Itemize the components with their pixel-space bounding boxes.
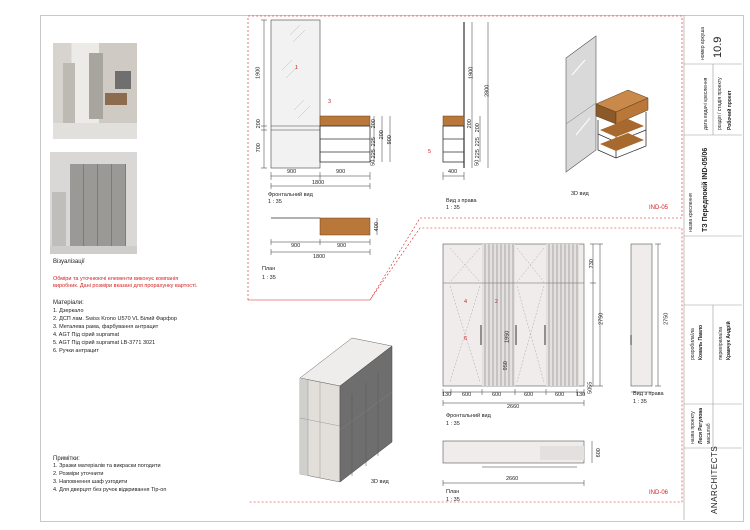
ind05-front-r1: 200 bbox=[370, 119, 377, 129]
ind06-h-mid: 1950 bbox=[504, 330, 511, 343]
ind05-plan bbox=[271, 218, 370, 235]
ind06-3d-label: 3D вид bbox=[371, 479, 389, 485]
ind06-plan-total: 2660 bbox=[506, 476, 519, 482]
ind05-side-depth: 400 bbox=[448, 169, 458, 175]
ind05-front-total: 1800 bbox=[312, 180, 325, 186]
notes-title: Примітки: bbox=[53, 456, 80, 462]
ind06-dim-1: 600 bbox=[462, 392, 472, 398]
materials-item: 4. AGT Під сірий supramat bbox=[53, 332, 120, 338]
tb-sheet-number-label: номер аркуша bbox=[700, 26, 706, 60]
ind05-side-label: Вид з права bbox=[446, 198, 477, 204]
tb-section-label: розділ / стадія проекту bbox=[717, 77, 723, 130]
ind06-marker-1: 4 bbox=[464, 299, 468, 305]
ind05-plan-total: 1800 bbox=[313, 254, 326, 260]
notes-item: 1. Зразки матеріалів та викраски погодити bbox=[53, 463, 161, 469]
title-block-lines bbox=[684, 15, 742, 520]
ind06-h-b2: 50 bbox=[587, 387, 594, 394]
tb-project-label: назва проекту bbox=[690, 411, 696, 444]
visualization-note-line-1: Обміри та уточнюючі елементи виконує компанія bbox=[53, 276, 179, 282]
ind05-front-mirror bbox=[271, 20, 320, 168]
ind06-code: IND-06 bbox=[649, 490, 669, 496]
ind05-3d-mirror bbox=[566, 36, 596, 172]
ind06-marker-2: 2 bbox=[495, 299, 499, 305]
ind05-front-r4: 50 bbox=[370, 159, 377, 166]
company-logo: ANARCHITECTS bbox=[710, 445, 719, 514]
ind06-h-total: 2750 bbox=[598, 312, 605, 325]
ind06-h-b1: 55 bbox=[587, 381, 594, 388]
ind06-front-label: Фронтальний вид bbox=[446, 413, 491, 419]
ind05-front-w2: 900 bbox=[336, 169, 346, 175]
ind05-3d-label: 3D вид bbox=[571, 191, 589, 197]
notes-item: 2. Розміри уточнити bbox=[53, 471, 104, 477]
ind05-front-r3: 225 bbox=[370, 149, 377, 159]
tb-scale-label: масштаб bbox=[706, 423, 712, 444]
ind05-3d-cabinet bbox=[596, 90, 648, 158]
ind05-marker-3: 5 bbox=[428, 149, 432, 155]
ind05-front-r2: 225 bbox=[370, 137, 377, 147]
ind06-front-scale: 1 : 35 bbox=[446, 421, 460, 427]
ind05-front-h2: 200 bbox=[255, 119, 262, 129]
ind05-plan-depth: 400 bbox=[373, 222, 380, 232]
ind06-plan-depth: 600 bbox=[595, 448, 602, 458]
ind06-side-label: Вид з права bbox=[633, 391, 664, 397]
ind06-side-scale: 1 : 35 bbox=[633, 399, 647, 405]
ind05-front-frame bbox=[320, 126, 370, 162]
ind05-side-view bbox=[443, 22, 464, 168]
ind05-plan-w2: 900 bbox=[337, 243, 347, 249]
ind05-front-scale: 1 : 35 bbox=[268, 199, 282, 205]
ind06-marker-3: 6 bbox=[464, 336, 468, 342]
ind06-dim-3: 600 bbox=[524, 392, 534, 398]
notes-item: 3. Наповнення шаф узгодити bbox=[53, 479, 128, 485]
ind05-side-h1: 1900 bbox=[468, 66, 475, 79]
ind06-plan-label: План bbox=[446, 489, 460, 495]
tb-date-label: дата видачі креслення bbox=[703, 77, 709, 130]
ind06-h-low: 950 bbox=[502, 361, 509, 371]
ind05-side-r1: 200 bbox=[474, 123, 481, 133]
tb-section-value: Робочий проект bbox=[727, 90, 733, 130]
tb-project-value: Леся Регулова bbox=[698, 407, 704, 444]
materials-item: 6. Ручки антрацит bbox=[53, 348, 99, 354]
tb-sheet-title: ТЗ Передпокій IND-05/06 bbox=[702, 147, 709, 232]
ind06-plan-scale: 1 : 35 bbox=[446, 497, 460, 503]
tb-developed-label: розробила/ла bbox=[690, 328, 696, 360]
materials-item: 2. ДСП лам. Swiss Krono U570 VL Білий Фарфор bbox=[53, 316, 177, 322]
ind05-side-r3: 225 bbox=[474, 149, 481, 159]
ind06-3d-wardrobe bbox=[300, 338, 392, 482]
tb-checked-value: Кравчук Андрій bbox=[726, 321, 732, 360]
ind05-plan-label: План bbox=[262, 266, 276, 272]
ind05-side-h2: 200 bbox=[466, 119, 473, 129]
ind05-front-r5: 200 bbox=[378, 130, 385, 140]
ind06-h-top: 730 bbox=[588, 259, 595, 269]
materials-item: 3. Металева рама, фарбування антрацит bbox=[53, 324, 159, 330]
ind05-marker-1: 1 bbox=[295, 65, 299, 71]
ind06-dim-4: 600 bbox=[555, 392, 565, 398]
visualization-note-line-2: виробник. Дані розміри вказані для прорахунку вартості. bbox=[53, 283, 198, 289]
ind06-front-view bbox=[443, 244, 584, 386]
ind05-side-r4: 50 bbox=[474, 159, 481, 166]
ind06-front-total: 2660 bbox=[507, 404, 520, 410]
ind05-plan-w1: 900 bbox=[291, 243, 301, 249]
ind05-front-label: Фронтальний вид bbox=[268, 192, 313, 198]
notes-item: 4. Для дверцят без ручок відкривання Tip-on bbox=[53, 487, 167, 493]
tb-sheet-title-label: назва креслення bbox=[688, 193, 694, 232]
ind06-side-view bbox=[631, 244, 652, 386]
ind05-front-w1: 900 bbox=[287, 169, 297, 175]
materials-title: Матеріали: bbox=[53, 300, 84, 306]
ind06-dim-2: 600 bbox=[492, 392, 502, 398]
ind06-dim-5: 130 bbox=[576, 392, 586, 398]
tb-developed-value: Коваль Павло bbox=[698, 324, 704, 360]
materials-item: 1. Дзеркало bbox=[53, 308, 84, 314]
ind05-code: IND-05 bbox=[649, 205, 669, 211]
ind05-front-h1: 1900 bbox=[255, 66, 262, 79]
ind05-front-r6: 900 bbox=[386, 135, 393, 145]
materials-item: 5. AGT Під сірий supramat LB-3771 3021 bbox=[53, 340, 156, 346]
ind05-front-drawer-wood bbox=[320, 116, 370, 126]
ind05-marker-2: 3 bbox=[328, 99, 332, 105]
visualization-title: Візуалізації bbox=[53, 259, 85, 265]
ind06-plan bbox=[443, 441, 584, 467]
ind05-side-h3: 2800 bbox=[484, 84, 491, 97]
tb-sheet-number: 10.9 bbox=[712, 36, 724, 58]
ind06-side-h: 2750 bbox=[663, 312, 670, 325]
ind05-side-r2: 225 bbox=[474, 137, 481, 147]
ind06-dim-0: 130 bbox=[442, 392, 452, 398]
tb-checked-label: перевірила/ла bbox=[718, 326, 724, 360]
ind05-plan-scale: 1 : 35 bbox=[262, 275, 276, 281]
ind05-side-scale: 1 : 35 bbox=[446, 205, 460, 211]
ind05-front-h3: 700 bbox=[255, 143, 262, 153]
